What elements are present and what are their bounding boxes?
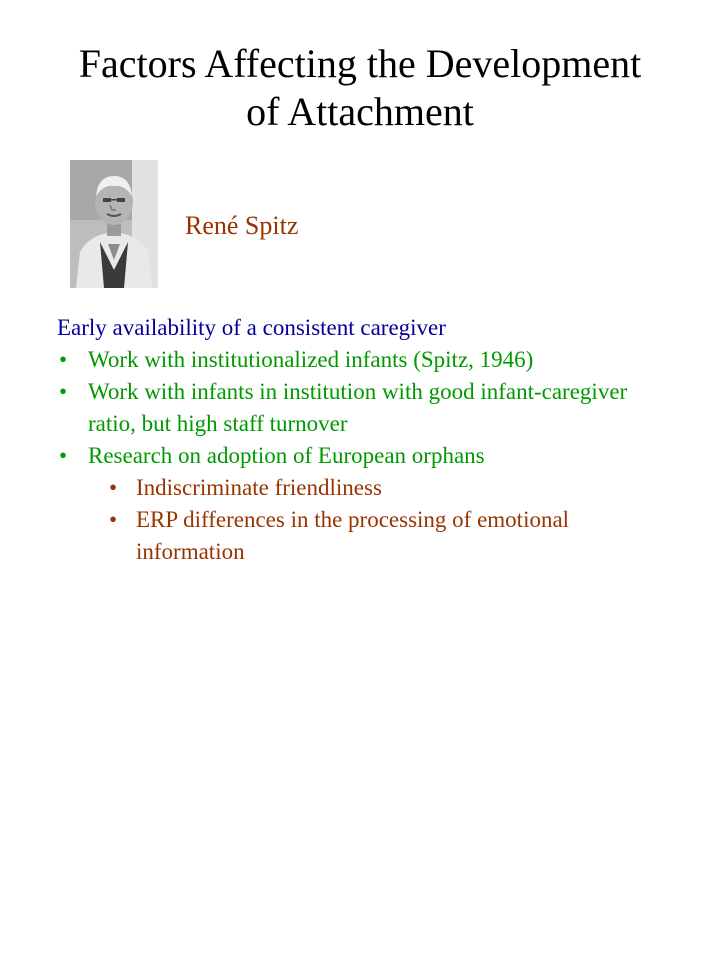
bullet-icon: • <box>59 379 68 404</box>
sub-bullet-item-text: ERP differences in the processing of emotional information <box>136 507 570 564</box>
sub-bullet-item <box>57 504 677 568</box>
title-line-2: of Attachment <box>246 89 474 134</box>
bullet-item <box>57 440 677 472</box>
bullet-item-text: Research on adoption of European orphans <box>88 443 485 468</box>
photo-caption: René Spitz <box>185 211 299 240</box>
slide-body <box>57 312 677 568</box>
sub-bullet-item-text: Indiscriminate friendliness <box>136 475 382 500</box>
title-line-1: Factors Affecting the Development <box>78 41 642 86</box>
bullet-icon: • <box>109 507 118 532</box>
bullet-item <box>57 344 677 376</box>
portrait-photo <box>70 160 158 288</box>
bullet-icon: • <box>109 475 118 500</box>
portrait-image <box>70 160 158 288</box>
bullet-item <box>57 376 677 440</box>
slide-title <box>0 40 720 136</box>
bullet-icon: • <box>59 347 68 372</box>
bullet-icon: • <box>59 443 68 468</box>
sub-bullet-item <box>57 472 677 504</box>
bullet-item-text: Work with institutionalized infants (Spitz, 1946) <box>88 347 534 372</box>
intro-line: Early availability of a consistent caregiver <box>57 315 446 340</box>
bullet-item-text: Work with infants in institution with good infant-caregiver ratio, but high staff turnover <box>88 379 628 436</box>
